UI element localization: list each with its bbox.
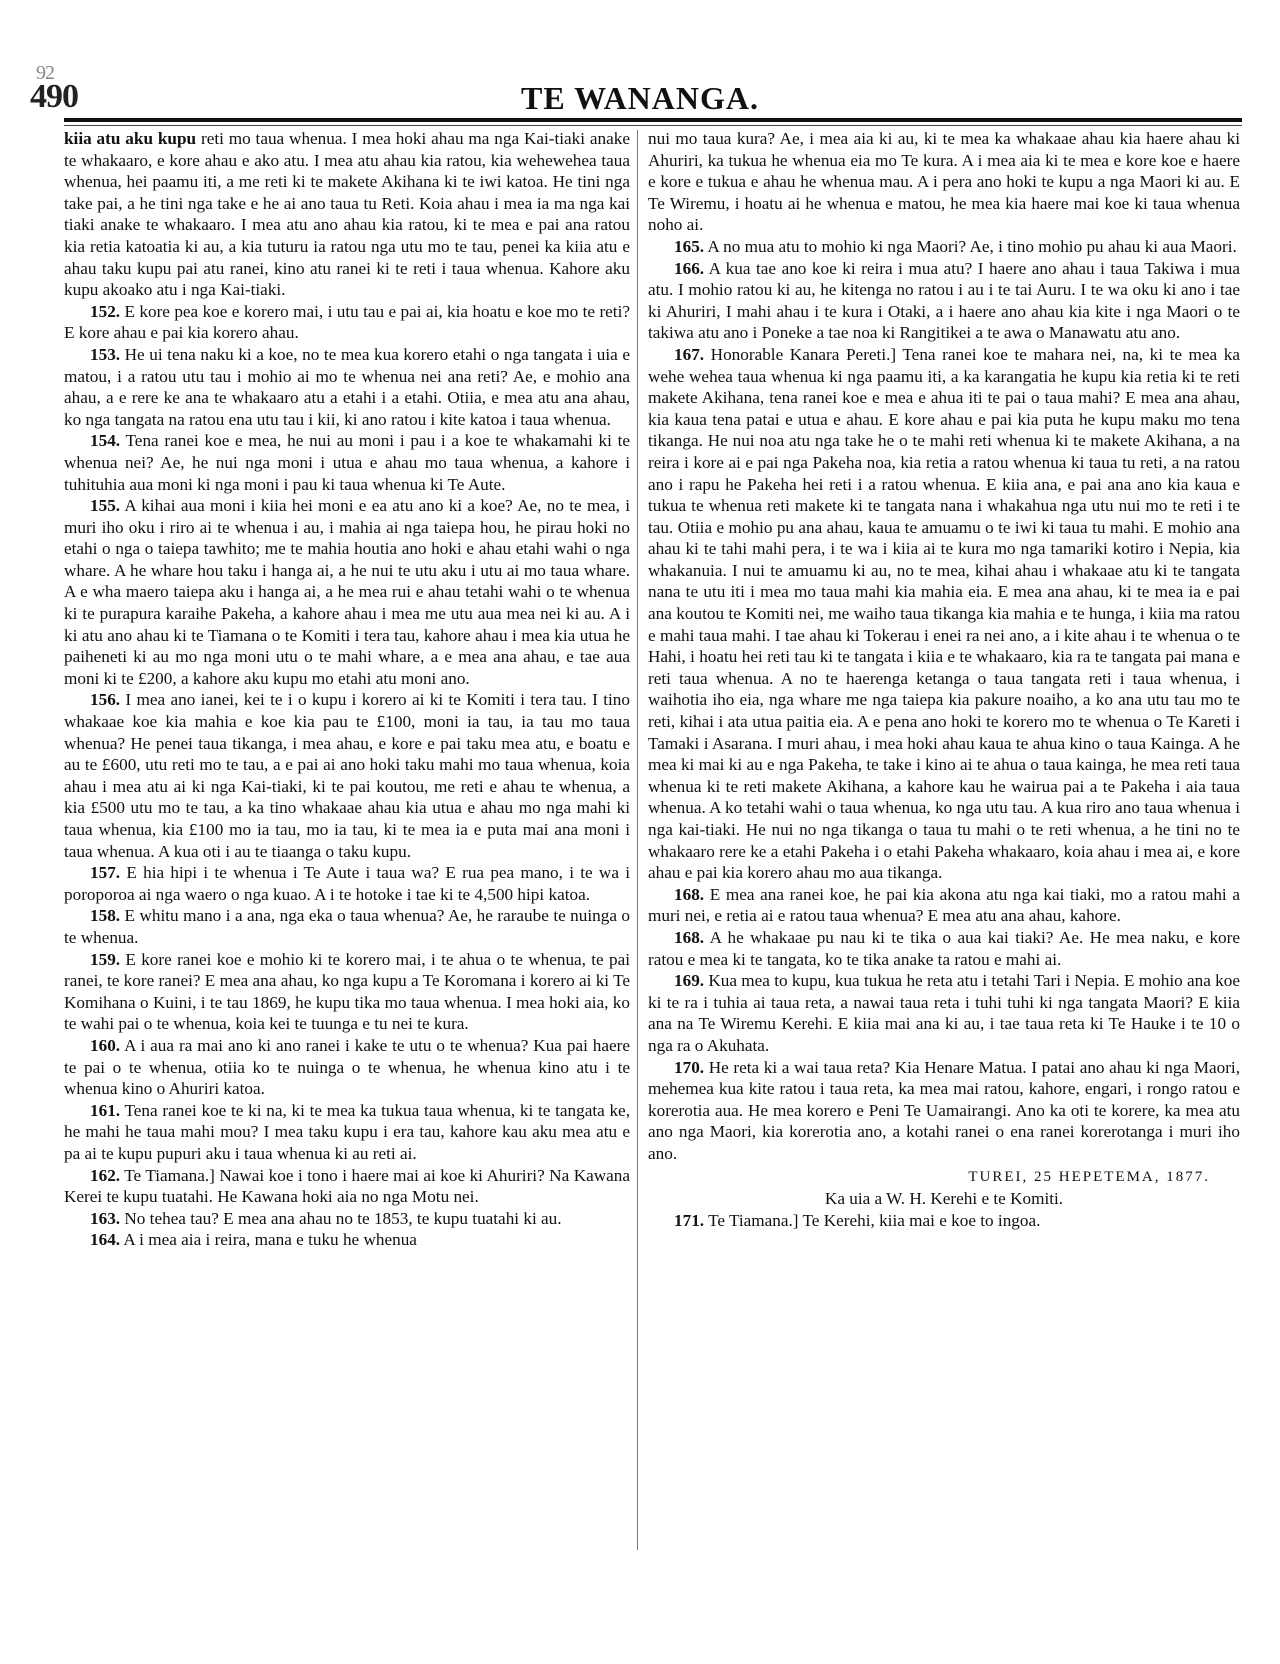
paragraph [64,301,630,344]
paragraph-number: 158. [90,906,121,926]
paragraph-text: Tena ranei koe te ki na, ki te mea ka tukua taua whenua, ki te tangata ke, he mahi he taua mahi mou? I mea taku kupu i era tau, kahore kau aku mea atu e pa ai te kupu pupuri aku i taua whenua ki au reti ai. [64,1100,630,1163]
right-paragraphs [648,128,1240,1165]
final-paragraph [648,1210,1240,1232]
paragraph-text: He reta ki a wai taua reta? Kia Henare Matua. I patai ano ahau ki nga Maori, mehemea kua kite ratou i taua reta, ka mea mai ratou, kahore, engari, i rongo ratou e korerotia aua. He mea korero e Peni Te Uamairangi. Ano ka oti te korere, ka mea atu ano nga Maori, kia korerotia ano, a kotahi ranei o ena ranei korerotanga i muri iho ano. [648,1057,1240,1163]
paragraph-text: E hia hipi i te whenua i Te Aute i taua wa? E rua pea mano, i te wa i poroporoa ai nga waero o nga kuao. A i te hotoke i tae ki te 4,500 hipi katoa. [64,863,630,904]
paragraph [64,1165,630,1208]
paragraph [64,689,630,862]
paragraph-text: A he whakaae pu nau ki te tika o aua kai tiaki? Ae. He mea naku, e kore ratou e mea ki te tangata, ko te tika anake ta ratou e mahi ai. [648,927,1240,969]
paragraph-number: 164. [90,1230,121,1250]
column-divider [637,130,638,1550]
final-paragraph-text: Te Tiamana.] Te Kerehi, kiia mai e koe to ingoa. [704,1210,1041,1230]
paragraph-text: Te Tiamana.] Nawai koe i tono i haere mai ai koe ki Ahuriri? Na Kawana Kerei te kupu tuatahi. He Kawana hoki aia no nga Motu nei. [64,1165,630,1207]
paragraph-text: A i aua ra mai ano ki ano ranei i kake te utu o te whenua? Kua pai haere te pai o te whenua, otiia ko te nuinga o te whenua, he whenua kino atu i te whenua kino o Ahuriri katoa. [64,1035,630,1099]
paragraph-number: 153. [90,344,121,364]
paragraph [648,1057,1240,1165]
paragraph [64,495,630,689]
paragraph-number: 170. [674,1057,705,1077]
paragraph-number: 152. [90,301,121,321]
closing-date: TUREI, 25 HEPETEMA, 1877. [968,1168,1210,1185]
left-column [64,128,630,1251]
paragraph [64,430,630,495]
paragraph [64,1035,630,1100]
right-column [648,128,1240,1231]
paragraph-number: 163. [90,1208,121,1228]
paragraph-number: 160. [90,1035,121,1055]
paragraph [648,927,1240,970]
paragraph-text: reti mo taua whenua. I mea hoki ahau ma nga Kai-tiaki anake te whakaaro, e kore ahau e ako atu. I mea atu ahau kia ratou, kia wehewehea taua whenua, hei paamu iti, a me reti ki te makete Akihana ki te iwi katoa. He tini nga take pai, a he tini nga take e he ai ano taua tu Reti. Koia ahau i mea ia ma nga kai tiaki anake te whakaaro. I mea atu ano ahau kia ratou, ki te mea e pai ana ratou kia retia katoatia ki au, a kia tuturu ia ratou nga utu mo te tau, penei ka kiia atu e ahau taku kupu pai atu ranei, kino atu ranei ki te reti i taua whenua. Kahore aku kupu akoako atu i nga Kai-tiaki. [64,129,630,300]
paragraph-text: Honorable Kanara Pereti.] Tena ranei koe te mahara nei, na, ki te mea ka wehe wehea taua whenua ki nga paamu iti, a ka karangatia he kupu kia retia ki te reti makete Akihana, tena ranei koe e mea e ahua iti te pai o taua mahi? E mea ana ahau, kia kaua tena patai e utua e ahau. E kore ahau e pai kia puta he kupu maku mo tena tikanga. He nui noa atu nga take he o te mahi reti whenua ki te makete Akihana, a na reira i kore ai e pai nga Pakeha noa, kia retia a ratou whenua ki taua tu reti, a na ratou ano i rapu he Pakeha hei reti i a ratou whenua. E kiia ana, e pai ana ano kia kaua e tukua te whenua reti makete ki te tangata nana i whakahua nga utu nui mo te reti i te tau. Otiia e mohio pu ana ahau, kaua te amuamu o te iwi ki taua tu mahi. E mohio ana ahau ki te tahi mahi pera, i te wa i kiia ai te kura mo nga tamariki kotiro i Nepia, kia whakanuia. I nui te amuamu ki au, no te mea, kihai ahau i whakaae atu ki te tangata nana te utu iti i mea mo taua mahi kia mahia eia. E mea ana ahau, ki te mea ia e pai ana koutou te Komiti nei, me waiho taua tikanga kia mahia e te hunga, i kiia ma ratou e mahi taua mahi. I tae ahau ki Tokerau i enei ra nei ano, a i kite ahau i te whenua o te Hahi, i hoatu hei reti tau ki te tangata i kiia e te whakaaro, kia ra te tangata pai mana e reti taua whenua. A no te haerenga ketanga o taua tangata reti i taua whenua, i waihotia iho eia, nga whare me nga taiepa kia pakure noaiho, a ko ana utu tau mo te reti, kihai i ata utua paitia eia. A e pena ano hoki te korero mo te whenua o Te Kareti i Tamaki i Asarana. I muri ahau, i mea hoki ahau kaua te ahua kino o taua Kainga. A he mea ki mai ki au e nga Pakeha, te take i kino ai te ahua o taua kainga, he mea reti taua whenua ki te reti makete Akihana, a kahore kau he wairua pai a te Pakeha i aia taua whenua. A ko tetahi wahi o taua whenua, ko nga utu tau. A kua riro ano taua whenua i nga kai-tiaki. He nui no nga tikanga o taua tu mahi o te reti whenua, a he tini no te whakaaro rere ke a etahi Pakeha i o etahi Pakeha whakaaro, koia ahau i mea ai, e kore ahau e pai kia korero ahau mo aua tikanga. [648,344,1240,883]
masthead: TE WANANGA. [521,80,759,116]
paragraph-number: 168. [674,884,705,904]
paragraph-text: A kua tae ano koe ki reira i mua atu? I haere ano ahau i taua Takiwa i mua atu. I mohio ratou ki au, he kitenga no ratou i au i te tai Auru. I te wa oku ki ano i tae ki Ahuriri, I mahi ahau i te kura i Otaki, a i haere ano ahau kia kite i nga Maori o te takiwa atu ano i Poneke a tae noa ki Rangitikei a te awa o Manawatu atu ano. [648,258,1240,343]
paragraph-number: 166. [674,258,705,278]
paragraph [64,128,630,301]
paragraph-number: 157. [90,863,121,883]
paragraph-number: 155. [90,496,121,516]
paragraph-text: A no mua atu to mohio ki nga Maori? Ae, i tino mohio pu ahau ki aua Maori. [704,236,1237,256]
paragraph [64,1229,630,1251]
paragraph-text: E kore pea koe e korero mai, i utu tau e pai ai, kia hoatu e koe mo te reti? E kore ahau e pai kia korero ahau. [64,301,630,343]
header-rule-thick [64,118,1242,122]
paragraph [64,862,630,905]
paragraph-number: 156. [90,690,121,710]
paragraph [648,884,1240,927]
paragraph [648,970,1240,1056]
paragraph-text: Tena ranei koe e mea, he nui au moni i pau i a koe te whakamahi ki te whenua nei? Ae, he nui nga moni i utua e ahau mo taua whenua, a kahore i tuhituhia aua moni ki nga moni i pau ki taua whenua ki Te Aute. [64,431,630,494]
paragraph-text: Kua mea to kupu, kua tukua he reta atu i tetahi Tari i Nepia. E mohio ana koe ki te ra i tuhia ai taua reta, a nawai taua reta i tuhi tuhi ki nga tangata Maori? E kiia ana na Te Wiremu Kerehi. E kiia mai ana ki au, i tae taua reta ki Te Hauke i te 10 o nga ra o Akuhata. [648,971,1240,1055]
paragraph-number: 169. [674,971,705,991]
paragraph [64,949,630,1035]
paragraph-number: kiia atu aku kupu [64,129,197,148]
paragraph-number: 165. [674,236,705,256]
paragraph [648,344,1240,884]
paragraph-text: No tehea tau? E mea ana ahau no te 1853, te kupu tuatahi ki au. [120,1208,562,1228]
paragraph [64,344,630,430]
paragraph-text: nui mo taua kura? Ae, i mea aia ki au, ki te mea ka whakaae ahau kia haere ahau ki Ahuriri, ka tukua he whenua eia mo Te kura. A i mea aia ki te mea e kore koe e haere e kore e tukua e ahau he whenua mau. A i pera ano hoki te kupu a nga Maori ki au. E Te Wiremu, i hoatu ai he whenua e matou, he mea kia haere mai koe ki taua whenua noho ai. [648,129,1240,235]
paragraph-text: He ui tena naku ki a koe, no te mea kua korero etahi o nga tangata i uia e matou, i a ratou utu tau i mohio ai mo te whenua nei ana reti? Ae, e mohio ana ahau, a e rere ke ana te whakaaro atu a etahi i a etahi. Otiia, e mea atu ana ahau, ko nga tangata na ratou ena utu tau i kii, ki ano ratou i kite katoa i taua whenua. [64,344,630,429]
paragraph [648,258,1240,344]
paragraph-text: E kore ranei koe e mohio ki te korero mai, i te ahua o te whenua, te pai ranei, te kore ranei? E mea ana ahau, ko nga kupu a Te Koromana i korero ai ki Te Komihana o Kuini, i te tau 1869, he kupu tika mo taua whenua. I mea hoki aia, ko te wahi pai o te whenua, koia kei te tuunga e tu nei te kura. [64,949,630,1034]
paragraph-number: 161. [90,1100,121,1120]
paragraph [648,236,1240,258]
closing-signed: Ka uia a W. H. Kerehi e te Komiti. [824,1189,1064,1209]
paragraph [648,128,1240,236]
final-paragraph-number: 171. [674,1210,705,1230]
page-number-text: 490 [30,78,78,115]
paragraph-number: 162. [90,1165,121,1185]
paragraph-text: E mea ana ranei koe, he pai kia akona atu nga kai tiaki, mo a ratou mahi a muri nei, e retia ai e ratou taua whenua? E mea atu ana ahau, kahore. [648,884,1240,926]
paragraph [64,1208,630,1230]
paragraph-number: 168. [674,927,705,947]
faint-page-number: 92 [36,62,54,84]
paragraph-number: 167. [674,344,705,364]
paragraph-number: 159. [90,949,121,969]
paragraph-text: A i mea aia i reira, mana e tuku he whenua [120,1230,417,1250]
header-rule-thin [64,125,1242,126]
paragraph-number: 154. [90,431,121,451]
paragraph-text: I mea ano ianei, kei te i o kupu i korero ai ki te Komiti i tera tau. I tino whakaae koe kia mahia e koe kia pau te £100, moni ia tau, ia tau mo taua whenua? He penei taua tikanga, i mea ahau, e kore e pai taku mea atu, e boatu e au te £600, utu reti mo te tau, a e pai ai ano hoki taku mahi mo taua whenua, koia ahau i mea atu ai ki nga Kai-tiaki, ki te pai koutou, me reti e ahau te whenua, a kia £500 utu mo te tau, a ka tino whakaae ahau kia utua e ahau mo nga mahi ki taua whenua, kia £100 mo ia tau, mo ia tau, ki te mea ia e puta mai ana moni i taua whenua. A kua oti i au te tiaanga o taku kupu. [64,690,630,861]
paragraph [64,1100,630,1165]
paragraph-text: A kihai aua moni i kiia hei moni e ea atu ano ki a koe? Ae, no te mea, i muri iho oku i riro ai te whenua i au, i mahia ai nga taiepa hou, he pirau hoki no etahi o nga o taiepa tawhito; me te mahia houtia ano hoki e ahau etahi wahi o nga whare. A he whare hou taku i hanga ai, a he nui te utu aku i utu ai mo taua whare. A e wha maero taiepa aku i hanga ai, a he mea rui e ahau tetahi wahi o te whenua ki te purapura karaihe Pakeha, a kahore ahau i mea me utu aua mea nei ki au. A i ki atu ano ahau ki te Tiamana o te Komiti i tera tau, kahore ahau i mea kia utua he paiheneti ki au mo nga moni utu o te mahi whare, a e mea ana ahau, e tae aua moni ki te £200, a kahore aku kupu mo etahi atu moni ano. [64,496,630,688]
paragraph [64,905,630,948]
paragraph-text: E whitu mano i a ana, nga eka o taua whenua? Ae, he raraube te nuinga o te whenua. [64,906,630,947]
